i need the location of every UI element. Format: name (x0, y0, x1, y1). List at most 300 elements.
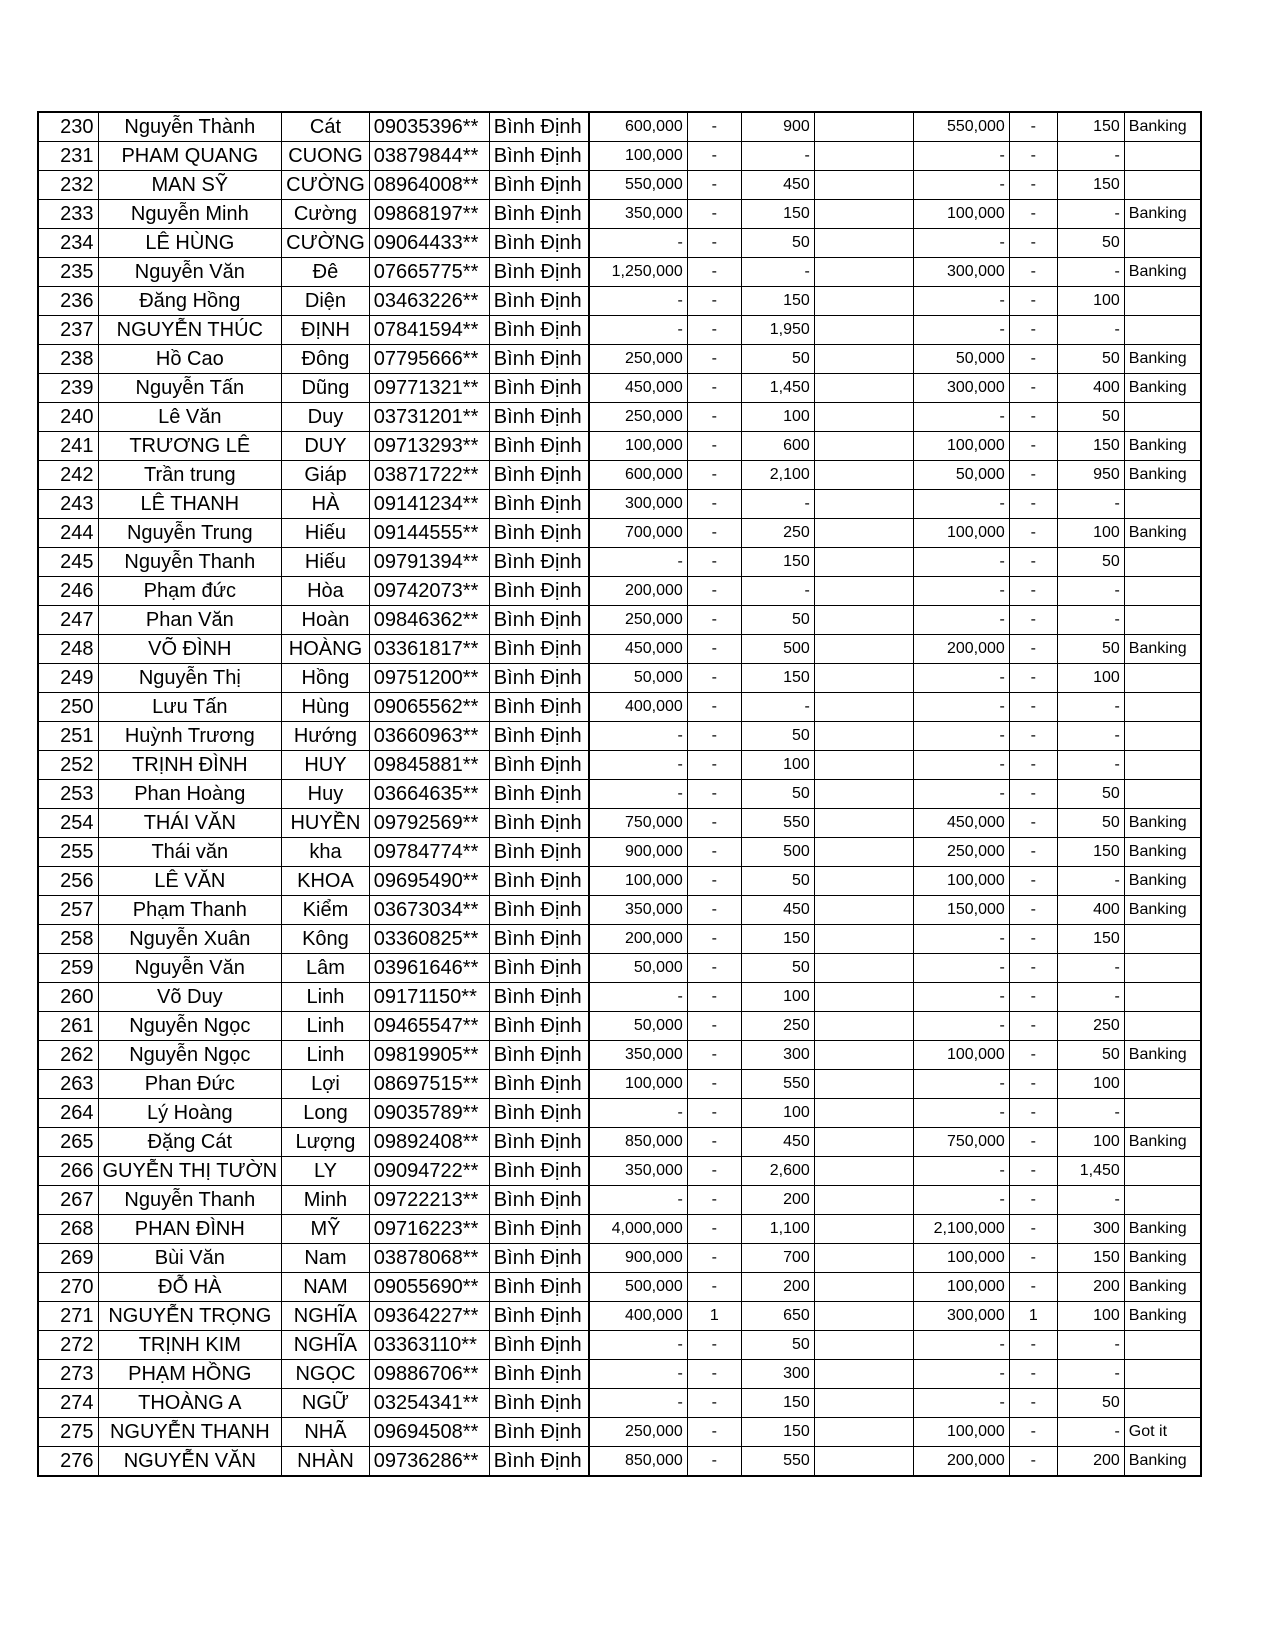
cell-points-b: - (1057, 1418, 1124, 1447)
cell-province: Bình Định (489, 1331, 589, 1360)
cell-given-name: Hiếu (282, 519, 370, 548)
cell-phone: 03879844** (369, 142, 489, 171)
cell-blank-a (814, 1360, 913, 1389)
cell-given-name: Linh (282, 983, 370, 1012)
cell-phone: 09742073** (369, 577, 489, 606)
cell-amount-b: 150,000 (913, 896, 1009, 925)
cell-qty-b: - (1009, 867, 1057, 896)
cell-qty-b: - (1009, 896, 1057, 925)
cell-row-number: 244 (38, 519, 98, 548)
cell-province: Bình Định (489, 1012, 589, 1041)
cell-blank-a (814, 1418, 913, 1447)
data-table (37, 111, 1202, 1477)
cell-first-name: Nguyễn Văn (98, 954, 282, 983)
cell-payment-method: Banking (1124, 1447, 1201, 1477)
cell-row-number: 255 (38, 838, 98, 867)
cell-points-b: 150 (1057, 1244, 1124, 1273)
cell-row-number: 265 (38, 1128, 98, 1157)
cell-qty-b: - (1009, 1447, 1057, 1477)
cell-given-name: MỸ (282, 1215, 370, 1244)
cell-points-a: 50 (741, 954, 814, 983)
cell-points-a: 2,600 (741, 1157, 814, 1186)
cell-given-name: Hòa (282, 577, 370, 606)
cell-phone: 09819905** (369, 1041, 489, 1070)
cell-amount-a: - (589, 1331, 687, 1360)
cell-payment-method (1124, 1157, 1201, 1186)
cell-points-b: 200 (1057, 1447, 1124, 1477)
cell-amount-b: 450,000 (913, 809, 1009, 838)
cell-points-a: 50 (741, 345, 814, 374)
cell-qty-a: - (687, 200, 741, 229)
cell-province: Bình Định (489, 1215, 589, 1244)
table-row (38, 954, 1201, 983)
cell-amount-a: 100,000 (589, 867, 687, 896)
cell-amount-a: 450,000 (589, 635, 687, 664)
cell-qty-a: - (687, 722, 741, 751)
cell-blank-a (814, 693, 913, 722)
table-row (38, 519, 1201, 548)
cell-amount-a: 1,250,000 (589, 258, 687, 287)
cell-points-b: 100 (1057, 1128, 1124, 1157)
cell-blank-a (814, 519, 913, 548)
cell-qty-a: - (687, 403, 741, 432)
cell-amount-a: 350,000 (589, 896, 687, 925)
cell-province: Bình Định (489, 142, 589, 171)
cell-amount-b: 300,000 (913, 258, 1009, 287)
cell-qty-b: - (1009, 954, 1057, 983)
cell-points-a: 100 (741, 751, 814, 780)
cell-payment-method: Banking (1124, 838, 1201, 867)
cell-row-number: 275 (38, 1418, 98, 1447)
cell-first-name: PHAN ĐÌNH (98, 1215, 282, 1244)
table-row (38, 374, 1201, 403)
cell-payment-method (1124, 1012, 1201, 1041)
cell-payment-method (1124, 780, 1201, 809)
cell-row-number: 257 (38, 896, 98, 925)
cell-amount-a: 100,000 (589, 432, 687, 461)
cell-points-b: 100 (1057, 1302, 1124, 1331)
cell-amount-b: 750,000 (913, 1128, 1009, 1157)
cell-payment-method: Banking (1124, 112, 1201, 142)
cell-given-name: Lượng (282, 1128, 370, 1157)
table-row (38, 1389, 1201, 1418)
cell-points-b: 950 (1057, 461, 1124, 490)
cell-qty-b: - (1009, 258, 1057, 287)
cell-given-name: Duy (282, 403, 370, 432)
cell-amount-a: - (589, 780, 687, 809)
cell-qty-a: - (687, 693, 741, 722)
cell-points-a: 600 (741, 432, 814, 461)
cell-amount-b: - (913, 751, 1009, 780)
cell-first-name: PHAM QUANG (98, 142, 282, 171)
cell-qty-a: - (687, 867, 741, 896)
table-row (38, 287, 1201, 316)
cell-qty-b: - (1009, 664, 1057, 693)
cell-row-number: 272 (38, 1331, 98, 1360)
cell-phone: 09465547** (369, 1012, 489, 1041)
cell-amount-b: - (913, 490, 1009, 519)
cell-points-b: 50 (1057, 548, 1124, 577)
cell-points-b: 150 (1057, 838, 1124, 867)
cell-points-a: 500 (741, 838, 814, 867)
cell-payment-method: Banking (1124, 1215, 1201, 1244)
cell-qty-b: - (1009, 519, 1057, 548)
table-row (38, 693, 1201, 722)
cell-first-name: Nguyễn Văn (98, 258, 282, 287)
table-row (38, 1215, 1201, 1244)
cell-amount-b: 100,000 (913, 519, 1009, 548)
cell-phone: 09141234** (369, 490, 489, 519)
cell-phone: 07841594** (369, 316, 489, 345)
cell-points-b: 50 (1057, 1041, 1124, 1070)
cell-province: Bình Định (489, 664, 589, 693)
cell-first-name: Đăng Hồng (98, 287, 282, 316)
cell-payment-method (1124, 1331, 1201, 1360)
cell-amount-b: - (913, 693, 1009, 722)
cell-given-name: NGỮ (282, 1389, 370, 1418)
cell-blank-a (814, 548, 913, 577)
cell-amount-b: 200,000 (913, 635, 1009, 664)
cell-amount-b: - (913, 780, 1009, 809)
cell-payment-method (1124, 983, 1201, 1012)
table-row (38, 896, 1201, 925)
cell-points-a: 150 (741, 287, 814, 316)
cell-amount-a: 550,000 (589, 171, 687, 200)
cell-points-a: 550 (741, 1070, 814, 1099)
cell-qty-a: - (687, 809, 741, 838)
cell-qty-a: - (687, 1331, 741, 1360)
cell-amount-b: - (913, 983, 1009, 1012)
table-row (38, 606, 1201, 635)
cell-amount-a: 400,000 (589, 693, 687, 722)
cell-row-number: 240 (38, 403, 98, 432)
cell-amount-b: 550,000 (913, 112, 1009, 142)
cell-province: Bình Định (489, 1302, 589, 1331)
cell-row-number: 270 (38, 1273, 98, 1302)
cell-qty-a: - (687, 635, 741, 664)
cell-qty-b: - (1009, 229, 1057, 258)
cell-first-name: Nguyễn Ngọc (98, 1012, 282, 1041)
cell-qty-a: - (687, 345, 741, 374)
cell-province: Bình Định (489, 896, 589, 925)
cell-given-name: CƯỜNG (282, 171, 370, 200)
cell-points-b: 50 (1057, 345, 1124, 374)
cell-qty-b: - (1009, 1070, 1057, 1099)
cell-first-name: TRƯƠNG LÊ (98, 432, 282, 461)
cell-first-name: Phạm đức (98, 577, 282, 606)
cell-qty-a: - (687, 461, 741, 490)
cell-first-name: Nguyễn Thanh (98, 1186, 282, 1215)
cell-first-name: MAN SỸ (98, 171, 282, 200)
cell-phone: 09035396** (369, 112, 489, 142)
cell-points-b: 100 (1057, 519, 1124, 548)
cell-blank-a (814, 490, 913, 519)
cell-row-number: 264 (38, 1099, 98, 1128)
cell-amount-a: 350,000 (589, 1041, 687, 1070)
cell-blank-a (814, 1128, 913, 1157)
table-row (38, 1012, 1201, 1041)
cell-row-number: 262 (38, 1041, 98, 1070)
cell-points-a: 550 (741, 1447, 814, 1477)
cell-given-name: Hoàn (282, 606, 370, 635)
cell-points-b: 300 (1057, 1215, 1124, 1244)
cell-first-name: Hồ Cao (98, 345, 282, 374)
cell-amount-b: 250,000 (913, 838, 1009, 867)
cell-qty-a: - (687, 287, 741, 316)
cell-amount-b: 100,000 (913, 867, 1009, 896)
cell-points-b: - (1057, 142, 1124, 171)
cell-points-b: 150 (1057, 171, 1124, 200)
cell-qty-b: - (1009, 577, 1057, 606)
cell-points-b: 50 (1057, 809, 1124, 838)
table-row (38, 1418, 1201, 1447)
table-row (38, 983, 1201, 1012)
cell-qty-a: - (687, 229, 741, 258)
cell-points-b: - (1057, 954, 1124, 983)
cell-points-a: - (741, 693, 814, 722)
cell-payment-method (1124, 229, 1201, 258)
cell-amount-b: - (913, 1157, 1009, 1186)
cell-row-number: 260 (38, 983, 98, 1012)
cell-province: Bình Định (489, 403, 589, 432)
cell-blank-a (814, 374, 913, 403)
cell-first-name: THÁI VĂN (98, 809, 282, 838)
table-row (38, 1302, 1201, 1331)
table-row (38, 1041, 1201, 1070)
cell-phone: 09722213** (369, 1186, 489, 1215)
cell-row-number: 250 (38, 693, 98, 722)
cell-province: Bình Định (489, 751, 589, 780)
cell-payment-method: Banking (1124, 1128, 1201, 1157)
cell-blank-a (814, 229, 913, 258)
cell-payment-method: Banking (1124, 345, 1201, 374)
cell-first-name: GUYỄN THỊ TƯỜN (98, 1157, 282, 1186)
table-row (38, 780, 1201, 809)
cell-qty-b: - (1009, 548, 1057, 577)
cell-qty-a: - (687, 374, 741, 403)
cell-points-b: 100 (1057, 1070, 1124, 1099)
cell-points-b: - (1057, 606, 1124, 635)
cell-points-b: - (1057, 200, 1124, 229)
cell-blank-a (814, 664, 913, 693)
cell-amount-b: - (913, 403, 1009, 432)
cell-qty-a: - (687, 1128, 741, 1157)
cell-given-name: HUY (282, 751, 370, 780)
cell-amount-a: 250,000 (589, 345, 687, 374)
cell-points-a: 50 (741, 1331, 814, 1360)
cell-blank-a (814, 432, 913, 461)
cell-qty-b: - (1009, 1099, 1057, 1128)
cell-first-name: Phan Đức (98, 1070, 282, 1099)
cell-blank-a (814, 1186, 913, 1215)
cell-amount-b: 100,000 (913, 1418, 1009, 1447)
cell-qty-a: - (687, 432, 741, 461)
table-row (38, 1157, 1201, 1186)
cell-amount-a: 850,000 (589, 1128, 687, 1157)
cell-row-number: 247 (38, 606, 98, 635)
cell-row-number: 239 (38, 374, 98, 403)
cell-payment-method: Banking (1124, 809, 1201, 838)
table-row (38, 838, 1201, 867)
cell-amount-a: 700,000 (589, 519, 687, 548)
cell-phone: 09695490** (369, 867, 489, 896)
cell-payment-method: Banking (1124, 635, 1201, 664)
cell-province: Bình Định (489, 1360, 589, 1389)
cell-province: Bình Định (489, 635, 589, 664)
cell-points-a: 700 (741, 1244, 814, 1273)
cell-qty-b: - (1009, 345, 1057, 374)
cell-amount-a: 250,000 (589, 606, 687, 635)
cell-qty-a: - (687, 1186, 741, 1215)
cell-qty-b: 1 (1009, 1302, 1057, 1331)
cell-first-name: Trần trung (98, 461, 282, 490)
cell-blank-a (814, 1331, 913, 1360)
cell-amount-b: 100,000 (913, 432, 1009, 461)
cell-payment-method (1124, 954, 1201, 983)
cell-province: Bình Định (489, 838, 589, 867)
cell-qty-a: - (687, 664, 741, 693)
cell-province: Bình Định (489, 345, 589, 374)
cell-first-name: ĐỖ HÀ (98, 1273, 282, 1302)
cell-given-name: Kiểm (282, 896, 370, 925)
cell-payment-method (1124, 577, 1201, 606)
cell-first-name: Thái văn (98, 838, 282, 867)
cell-blank-a (814, 1099, 913, 1128)
cell-qty-b: - (1009, 606, 1057, 635)
cell-amount-b: 100,000 (913, 200, 1009, 229)
cell-phone: 09716223** (369, 1215, 489, 1244)
cell-given-name: Linh (282, 1012, 370, 1041)
cell-qty-b: - (1009, 461, 1057, 490)
cell-points-a: - (741, 490, 814, 519)
cell-points-b: 1,450 (1057, 1157, 1124, 1186)
cell-row-number: 271 (38, 1302, 98, 1331)
cell-points-b: 100 (1057, 287, 1124, 316)
cell-first-name: Đặng Cát (98, 1128, 282, 1157)
cell-blank-a (814, 809, 913, 838)
cell-phone: 09868197** (369, 200, 489, 229)
cell-points-a: 150 (741, 664, 814, 693)
cell-phone: 03463226** (369, 287, 489, 316)
cell-qty-b: - (1009, 1012, 1057, 1041)
cell-payment-method: Banking (1124, 1273, 1201, 1302)
cell-amount-b: - (913, 722, 1009, 751)
table-row (38, 548, 1201, 577)
cell-amount-a: - (589, 722, 687, 751)
cell-points-a: - (741, 258, 814, 287)
cell-qty-a: - (687, 1157, 741, 1186)
cell-first-name: Nguyễn Thành (98, 112, 282, 142)
cell-amount-a: - (589, 1186, 687, 1215)
cell-given-name: ĐỊNH (282, 316, 370, 345)
cell-qty-b: - (1009, 374, 1057, 403)
cell-points-b: - (1057, 983, 1124, 1012)
table-row (38, 664, 1201, 693)
cell-amount-b: 100,000 (913, 1273, 1009, 1302)
cell-blank-a (814, 1273, 913, 1302)
cell-amount-a: 200,000 (589, 925, 687, 954)
cell-qty-b: - (1009, 490, 1057, 519)
cell-points-a: 50 (741, 606, 814, 635)
cell-province: Bình Định (489, 1041, 589, 1070)
table-row (38, 1070, 1201, 1099)
cell-blank-a (814, 1070, 913, 1099)
cell-phone: 03731201** (369, 403, 489, 432)
cell-row-number: 233 (38, 200, 98, 229)
cell-phone: 09736286** (369, 1447, 489, 1477)
cell-phone: 07665775** (369, 258, 489, 287)
cell-province: Bình Định (489, 171, 589, 200)
cell-qty-b: - (1009, 925, 1057, 954)
cell-first-name: Nguyễn Minh (98, 200, 282, 229)
cell-amount-b: - (913, 1186, 1009, 1215)
cell-phone: 09713293** (369, 432, 489, 461)
cell-points-b: - (1057, 1331, 1124, 1360)
cell-blank-a (814, 925, 913, 954)
table-row (38, 171, 1201, 200)
cell-phone: 09065562** (369, 693, 489, 722)
cell-first-name: PHẠM HỒNG (98, 1360, 282, 1389)
cell-row-number: 252 (38, 751, 98, 780)
cell-amount-a: - (589, 1360, 687, 1389)
cell-amount-a: 100,000 (589, 142, 687, 171)
cell-qty-b: - (1009, 1157, 1057, 1186)
cell-row-number: 267 (38, 1186, 98, 1215)
cell-amount-b: - (913, 1070, 1009, 1099)
cell-phone: 09751200** (369, 664, 489, 693)
cell-phone: 07795666** (369, 345, 489, 374)
cell-points-b: - (1057, 1360, 1124, 1389)
cell-amount-a: 500,000 (589, 1273, 687, 1302)
cell-payment-method: Got it (1124, 1418, 1201, 1447)
cell-payment-method: Banking (1124, 867, 1201, 896)
cell-points-b: 200 (1057, 1273, 1124, 1302)
cell-points-b: 150 (1057, 432, 1124, 461)
cell-blank-a (814, 345, 913, 374)
cell-points-a: 150 (741, 1389, 814, 1418)
cell-given-name: NAM (282, 1273, 370, 1302)
cell-points-a: 150 (741, 548, 814, 577)
cell-province: Bình Định (489, 112, 589, 142)
cell-points-a: 450 (741, 171, 814, 200)
cell-phone: 08964008** (369, 171, 489, 200)
table-row (38, 809, 1201, 838)
cell-amount-a: 4,000,000 (589, 1215, 687, 1244)
cell-province: Bình Định (489, 1157, 589, 1186)
cell-points-a: 2,100 (741, 461, 814, 490)
cell-payment-method (1124, 925, 1201, 954)
cell-given-name: NHÀN (282, 1447, 370, 1477)
cell-points-b: 150 (1057, 925, 1124, 954)
cell-amount-b: 300,000 (913, 1302, 1009, 1331)
cell-points-b: - (1057, 258, 1124, 287)
cell-given-name: kha (282, 838, 370, 867)
cell-amount-b: 300,000 (913, 374, 1009, 403)
cell-payment-method: Banking (1124, 896, 1201, 925)
cell-row-number: 248 (38, 635, 98, 664)
cell-qty-a: - (687, 490, 741, 519)
table-row (38, 403, 1201, 432)
cell-row-number: 276 (38, 1447, 98, 1477)
cell-given-name: Minh (282, 1186, 370, 1215)
cell-first-name: TRỊNH ĐÌNH (98, 751, 282, 780)
cell-row-number: 249 (38, 664, 98, 693)
cell-blank-a (814, 142, 913, 171)
table-row (38, 1244, 1201, 1273)
cell-amount-b: - (913, 316, 1009, 345)
cell-blank-a (814, 867, 913, 896)
cell-payment-method: Banking (1124, 258, 1201, 287)
